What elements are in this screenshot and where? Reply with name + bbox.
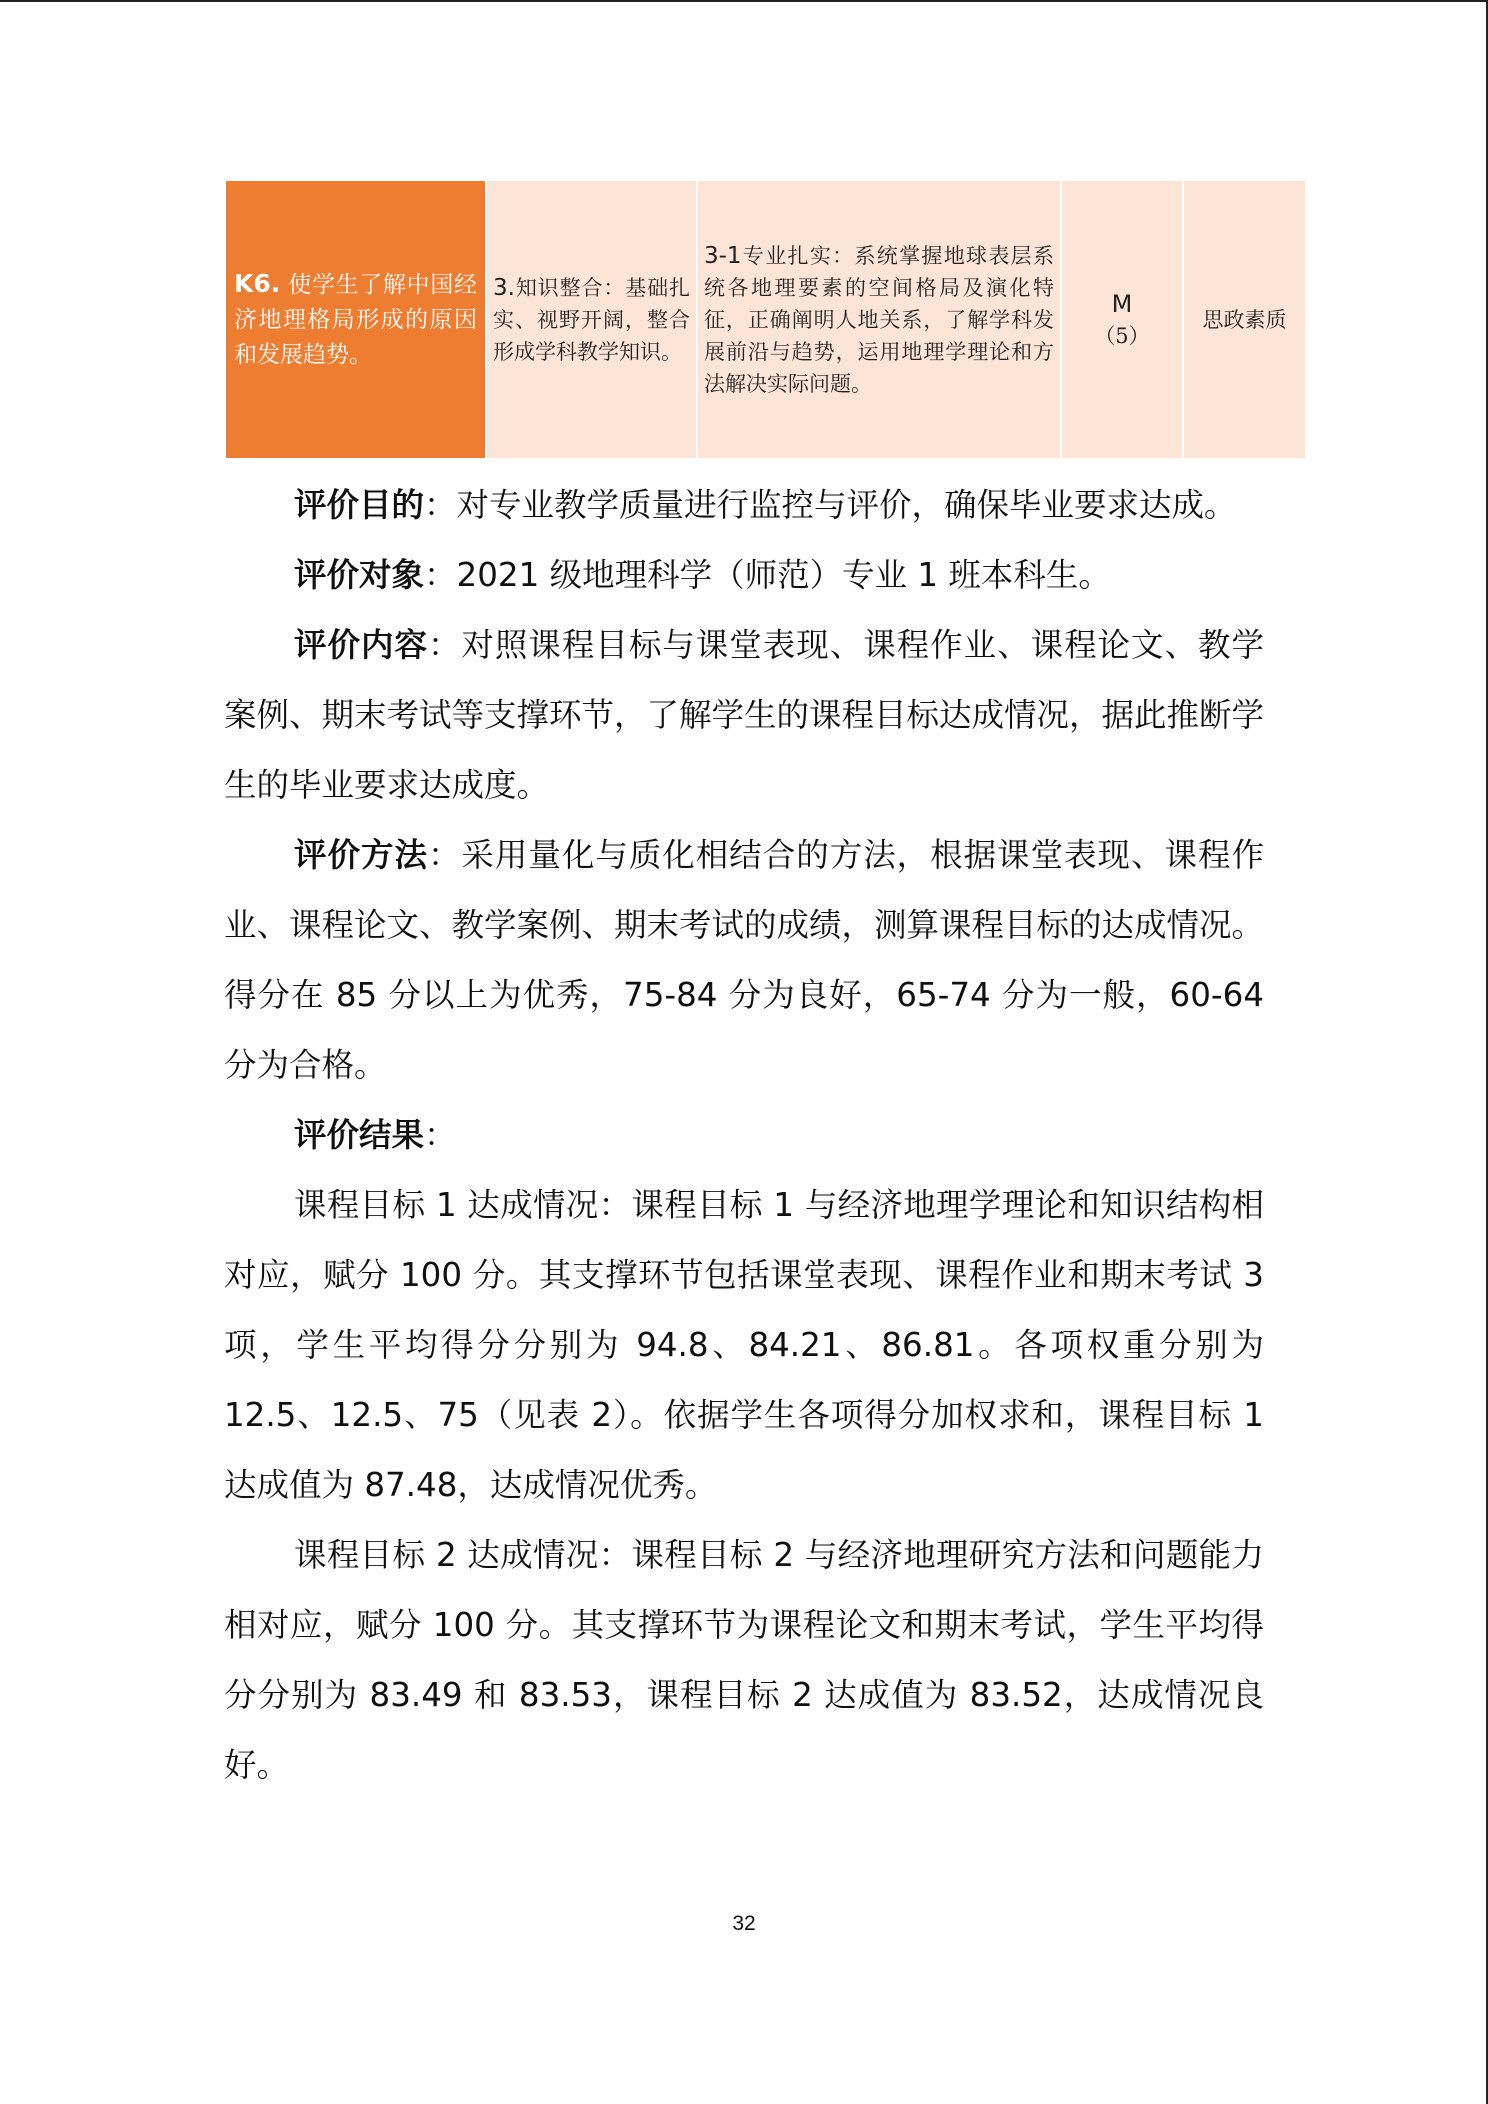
indicator-number: 3-1 <box>704 242 742 269</box>
paragraph-text: 对专业教学质量进行监控与评价，确保毕业要求达成。 <box>456 486 1237 524</box>
table-row <box>226 181 1305 458</box>
paragraph-evaluation-subject <box>224 540 1264 610</box>
paragraph-text: 2021 级地理科学（师范）专业 1 班本科生。 <box>456 556 1111 594</box>
objective-text: 使学生了解中国经济地理格局形成的原因和发展趋势。 <box>234 272 478 368</box>
paragraph-label: 评价结果 <box>294 1116 425 1154</box>
paragraph-text: 对照课程目标与课堂表现、课程作业、课程论文、教学案例、期末考试等支撑环节，了解学生的课程目标达成情况，据此推断学生的毕业要求达成度。 <box>224 626 1265 804</box>
support-level-cell <box>1060 181 1182 458</box>
paragraph-label: 评价内容 <box>294 626 428 664</box>
requirement-number: 3. <box>493 274 515 301</box>
quality-cell <box>1182 181 1305 458</box>
indicator-cell <box>696 181 1060 458</box>
page-frame-top <box>0 0 1488 2</box>
requirement-text: 知识整合：基础扎实、视野开阔，整合形成学科教学知识。 <box>493 275 690 364</box>
paragraph-objective-1 <box>224 1170 1264 1520</box>
paragraph-objective-2 <box>224 1520 1264 1800</box>
paragraph-text: 采用量化与质化相结合的方法，根据课堂表现、课程作业、课程论文、教学案例、期末考试的成绩，测算课程目标的达成情况。得分在 85 分以上为优秀，75-84 分为良好，65-74 分为一般，60-64 分为合格。 <box>224 836 1265 1084</box>
paragraph-evaluation-content <box>224 610 1264 820</box>
paragraph-label: 评价目的 <box>294 486 425 524</box>
course-objective-table <box>226 181 1305 458</box>
label-separator: ： <box>424 486 457 524</box>
page-number: 32 <box>732 1912 756 1935</box>
support-level: M <box>1111 289 1133 318</box>
requirement-cell <box>485 181 696 458</box>
paragraph-label: 评价方法 <box>294 836 428 874</box>
paragraph-evaluation-purpose <box>224 470 1264 540</box>
paragraph-evaluation-method <box>224 820 1264 1100</box>
paragraph-text: 课程目标 2 达成情况：课程目标 2 与经济地理研究方法和问题能力相对应，赋分 100 分。其支撑环节为课程论文和期末考试，学生平均得分分别为 83.49 和 83.53，课程目标 2 达成值为 83.52，达成情况良好。 <box>224 1536 1264 1784</box>
evaluation-body <box>224 470 1264 1800</box>
paragraph-evaluation-result <box>224 1100 1264 1170</box>
support-value: （5） <box>1094 323 1150 348</box>
label-separator: ： <box>424 556 457 594</box>
label-separator: ： <box>427 836 462 874</box>
label-separator: ： <box>427 626 462 664</box>
paragraph-text: 课程目标 1 达成情况：课程目标 1 与经济地理学理论和知识结构相对应，赋分 100 分。其支撑环节包括课堂表现、课程作业和期末考试 3 项，学生平均得分分别为 94.8、84.21、86.81。各项权重分别为 12.5、12.5、75（见表 2）。依据学生各项得分加权求和，课程目标 1 达成值为 87.48，达成情况优秀。 <box>224 1186 1264 1504</box>
objective-cell <box>226 181 485 458</box>
label-separator: ： <box>424 1116 457 1154</box>
indicator-text: 专业扎实：系统掌握地球表层系统各地理要素的空间格局及演化特征，正确阐明人地关系，了解学科发展前沿与趋势，运用地理学理论和方法解决实际问题。 <box>704 243 1054 396</box>
paragraph-label: 评价对象 <box>294 556 425 594</box>
quality-text: 思政素质 <box>1202 307 1287 332</box>
objective-code: K6. <box>234 269 281 298</box>
